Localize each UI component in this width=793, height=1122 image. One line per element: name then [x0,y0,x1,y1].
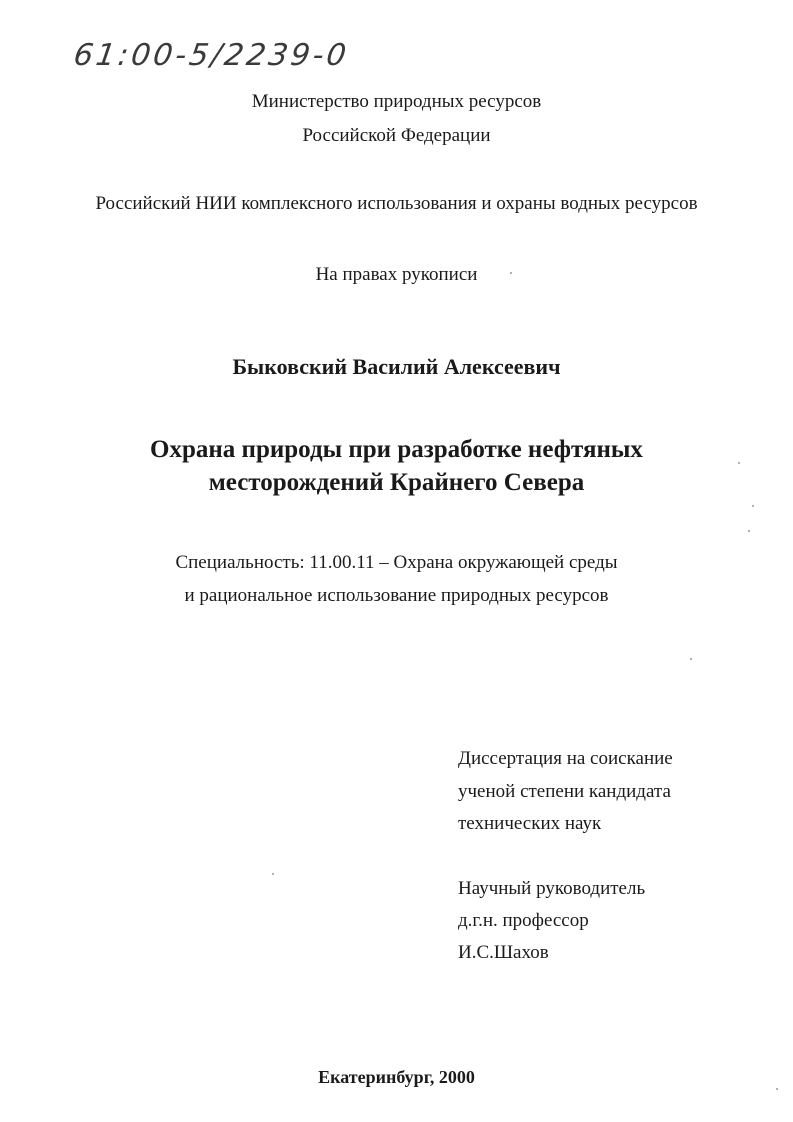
specialty-line-1: Специальность: 11.00.11 – Охрана окружающей среды [175,552,618,573]
scan-speck [272,873,274,875]
city-year: Екатеринбург, 2000 [318,1067,475,1087]
author-name: Быковский Василий Алексеевич [232,354,561,379]
title-line-1: Охрана природы при разработке нефтяных [150,436,643,463]
handwritten-archive-code: 61:00-5/2239-0 [71,38,352,73]
title-line-2: месторождений Крайнего Севера [208,469,585,496]
ministry-line-2: Российской Федерации [302,125,491,146]
dissertation-line-2: ученой степени кандидата [458,781,671,802]
scan-speck [690,658,692,660]
scan-speck [748,530,750,532]
specialty-line-2: и рациональное использование природных ресурсов [184,585,609,606]
institute-name: Российский НИИ комплексного использования и охраны водных ресурсов [95,193,698,214]
manuscript-rights: На правах рукописи [315,264,478,285]
supervisor-name: И.С.Шахов [458,942,549,963]
scan-speck [752,505,754,507]
supervisor-label: Научный руководитель [458,878,646,899]
ministry-line-1: Министерство природных ресурсов [251,91,542,112]
dissertation-line-3: технических наук [458,813,602,834]
supervisor-degree: д.г.н. профессор [458,910,589,931]
scan-speck [738,462,740,464]
scan-speck [510,272,512,274]
scan-speck [776,1088,778,1090]
dissertation-line-1: Диссертация на соискание [458,748,673,769]
